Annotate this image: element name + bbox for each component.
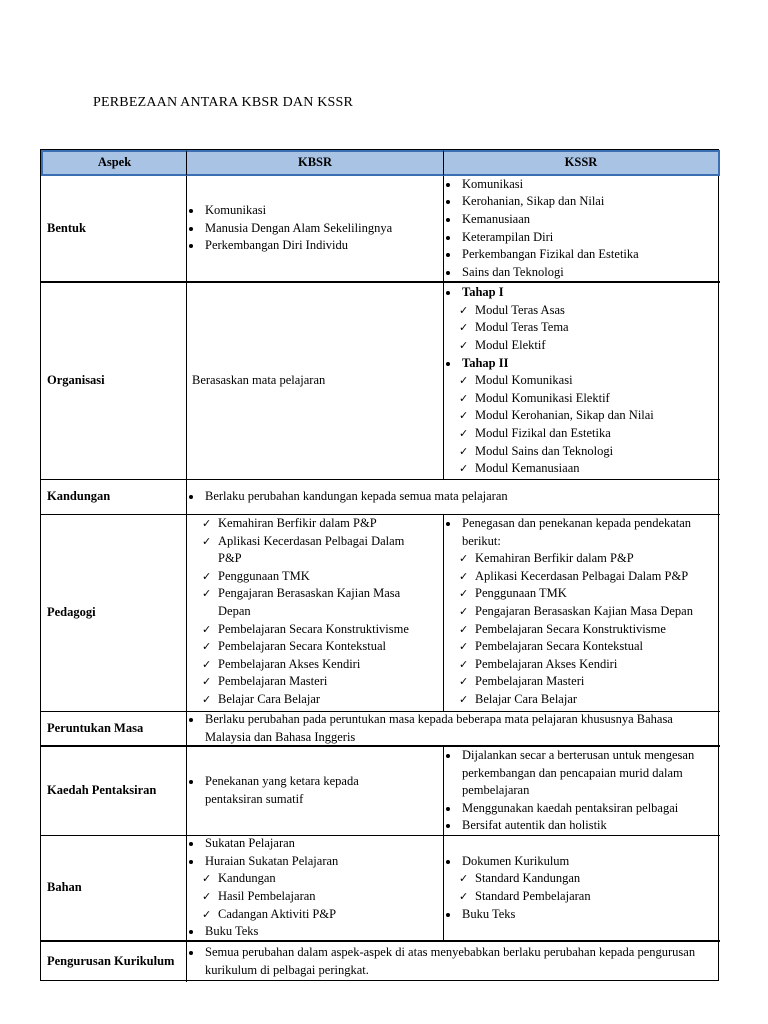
pedagogi-kbsr <box>187 515 444 712</box>
kaedah-kssr <box>444 747 720 836</box>
list-item: ✓ Pembelajaran Secara Kontekstual <box>444 638 720 656</box>
list-item: Kemanusiaan <box>444 211 720 229</box>
list-item: ✓ Modul Kemanusiaan <box>444 460 720 478</box>
header-kssr: KSSR <box>444 150 720 176</box>
list-item: Manusia Dengan Alam Sekelilingnya <box>187 220 443 238</box>
check-icon <box>459 550 468 568</box>
list-item: Dijalankan secar a berterusan untuk mengesan perkembangan dan pencapaian murid dalam pembelajaran <box>444 747 720 800</box>
list-item: ✓ Kandungan <box>187 870 443 888</box>
list-item: Semua perubahan dalam aspek-aspek di atas menyebabkan berlaku perubahan kepada pengurusan kurikulum di pelbagai peringkat. <box>187 944 720 979</box>
list-item: ✓ Modul Teras Asas <box>444 302 720 320</box>
check-icon <box>459 691 468 709</box>
list-item: ✓ Pembelajaran Masteri <box>187 673 443 691</box>
bahan-kssr <box>444 836 720 942</box>
list-item: ✓ Penggunaan TMK <box>444 585 720 603</box>
check-icon <box>459 407 468 425</box>
row-label-pedagogi: Pedagogi <box>41 515 187 712</box>
list-item: Perkembangan Diri Individu <box>187 237 443 255</box>
list-item: Bersifat autentik dan holistik <box>444 817 720 835</box>
list-item: ✓ Belajar Cara Belajar <box>187 691 443 709</box>
list-item: Penegasan dan penekanan kepada pendekatan berikut: <box>444 515 720 550</box>
list-item: Huraian Sukatan Pelajaran <box>187 853 443 871</box>
check-icon <box>459 337 468 355</box>
list-item: Perkembangan Fizikal dan Estetika <box>444 246 720 264</box>
row-label-peruntukan-masa: Peruntukan Masa <box>41 712 187 747</box>
list-item: ✓ Modul Kerohanian, Sikap dan Nilai <box>444 407 720 425</box>
organisasi-kbsr <box>187 283 444 480</box>
list-item: ✓ Modul Komunikasi Elektif <box>444 390 720 408</box>
organisasi-kssr <box>444 283 720 480</box>
check-icon <box>202 568 211 586</box>
check-icon <box>459 870 468 888</box>
pedagogi-kssr <box>444 515 720 712</box>
list-item: ✓ Standard Pembelajaran <box>444 888 720 906</box>
check-icon <box>202 906 211 924</box>
list-item: Komunikasi <box>187 202 443 220</box>
list-item: ✓ Pembelajaran Secara Konstruktivisme <box>444 621 720 639</box>
list-item: ✓ Modul Komunikasi <box>444 372 720 390</box>
pengurusan-kurikulum-text <box>187 942 720 982</box>
header-aspek: Aspek <box>41 150 187 176</box>
check-icon <box>202 888 211 906</box>
check-icon <box>202 870 211 888</box>
check-icon <box>459 638 468 656</box>
list-item: Buku Teks <box>444 906 720 924</box>
tahap-1-heading: Tahap I <box>444 284 720 302</box>
list-item: Berlaku perubahan pada peruntukan masa kepada beberapa mata pelajaran khususnya Bahasa Malaysia dan Bahasa Inggeris <box>187 711 720 746</box>
list-item: ✓ Modul Fizikal dan Estetika <box>444 425 720 443</box>
check-icon <box>202 621 211 639</box>
list-item: ✓ Aplikasi Kecerdasan Pelbagai Dalam P&P <box>187 533 443 568</box>
list-item: Menggunakan kaedah pentaksiran pelbagai <box>444 800 720 818</box>
row-label-bahan: Bahan <box>41 836 187 942</box>
header-kbsr: KBSR <box>187 150 444 176</box>
check-icon <box>202 638 211 656</box>
list-item: Kerohanian, Sikap dan Nilai <box>444 193 720 211</box>
check-icon <box>459 443 468 461</box>
row-label-pengurusan-kurikulum: Pengurusan Kurikulum <box>41 942 187 982</box>
check-icon <box>202 533 211 551</box>
document-title: PERBEZAAN ANTARA KBSR DAN KSSR <box>93 95 354 110</box>
list-item: ✓ Modul Elektif <box>444 337 720 355</box>
check-icon <box>459 319 468 337</box>
bentuk-kssr <box>444 176 720 283</box>
list-item: ✓ Pengajaran Berasaskan Kajian Masa Depan <box>444 603 720 621</box>
list-item: Berlaku perubahan kandungan kepada semua mata pelajaran <box>187 488 720 506</box>
list-item: ✓ Pembelajaran Akses Kendiri <box>187 656 443 674</box>
list-item: ✓ Pembelajaran Secara Kontekstual <box>187 638 443 656</box>
check-icon <box>459 372 468 390</box>
bahan-kbsr <box>187 836 444 942</box>
check-icon <box>202 691 211 709</box>
check-icon <box>459 603 468 621</box>
list-item: Komunikasi <box>444 176 720 194</box>
check-icon <box>459 460 468 478</box>
list-item: ✓ Modul Sains dan Teknologi <box>444 443 720 461</box>
list-item: ✓ Modul Teras Tema <box>444 319 720 337</box>
list-item: Penekanan yang ketara kepada pentaksiran sumatif <box>187 773 443 808</box>
list-item: ✓ Kemahiran Berfikir dalam P&P <box>444 550 720 568</box>
check-icon <box>202 585 211 603</box>
check-icon <box>459 621 468 639</box>
comparison-table <box>40 149 719 981</box>
bentuk-kbsr <box>187 176 444 283</box>
list-item: Keterampilan Diri <box>444 229 720 247</box>
check-icon <box>459 390 468 408</box>
check-icon <box>459 888 468 906</box>
tahap-2-heading: Tahap II <box>444 355 720 373</box>
row-label-organisasi: Organisasi <box>41 283 187 480</box>
list-item: Sukatan Pelajaran <box>187 835 443 853</box>
row-label-bentuk: Bentuk <box>41 176 187 283</box>
check-icon <box>459 656 468 674</box>
list-item: Dokumen Kurikulum <box>444 853 720 871</box>
check-icon <box>202 673 211 691</box>
check-icon <box>202 656 211 674</box>
peruntukan-masa-text <box>187 712 720 747</box>
list-item: ✓ Pengajaran Berasaskan Kajian Masa Depan <box>187 585 443 620</box>
kandungan-text <box>187 480 720 515</box>
list-item: ✓ Belajar Cara Belajar <box>444 691 720 709</box>
list-item: ✓ Pembelajaran Akses Kendiri <box>444 656 720 674</box>
organisasi-kbsr-text: Berasaskan mata pelajaran <box>192 373 326 388</box>
check-icon <box>459 585 468 603</box>
check-icon <box>459 568 468 586</box>
list-item: ✓ Aplikasi Kecerdasan Pelbagai Dalam P&P <box>444 568 720 586</box>
check-icon <box>202 515 211 533</box>
list-item: Buku Teks <box>187 923 443 941</box>
list-item: ✓ Pembelajaran Secara Konstruktivisme <box>187 621 443 639</box>
list-item: ✓ Kemahiran Berfikir dalam P&P <box>187 515 443 533</box>
list-item: ✓ Cadangan Aktiviti P&P <box>187 906 443 924</box>
check-icon <box>459 673 468 691</box>
list-item: Sains dan Teknologi <box>444 264 720 282</box>
list-item: ✓ Pembelajaran Masteri <box>444 673 720 691</box>
row-label-kaedah-pentaksiran: Kaedah Pentaksiran <box>41 747 187 836</box>
list-item: ✓ Hasil Pembelajaran <box>187 888 443 906</box>
list-item: ✓ Standard Kandungan <box>444 870 720 888</box>
check-icon <box>459 302 468 320</box>
row-label-kandungan: Kandungan <box>41 480 187 515</box>
check-icon <box>459 425 468 443</box>
list-item: ✓ Penggunaan TMK <box>187 568 443 586</box>
kaedah-kbsr <box>187 747 444 836</box>
